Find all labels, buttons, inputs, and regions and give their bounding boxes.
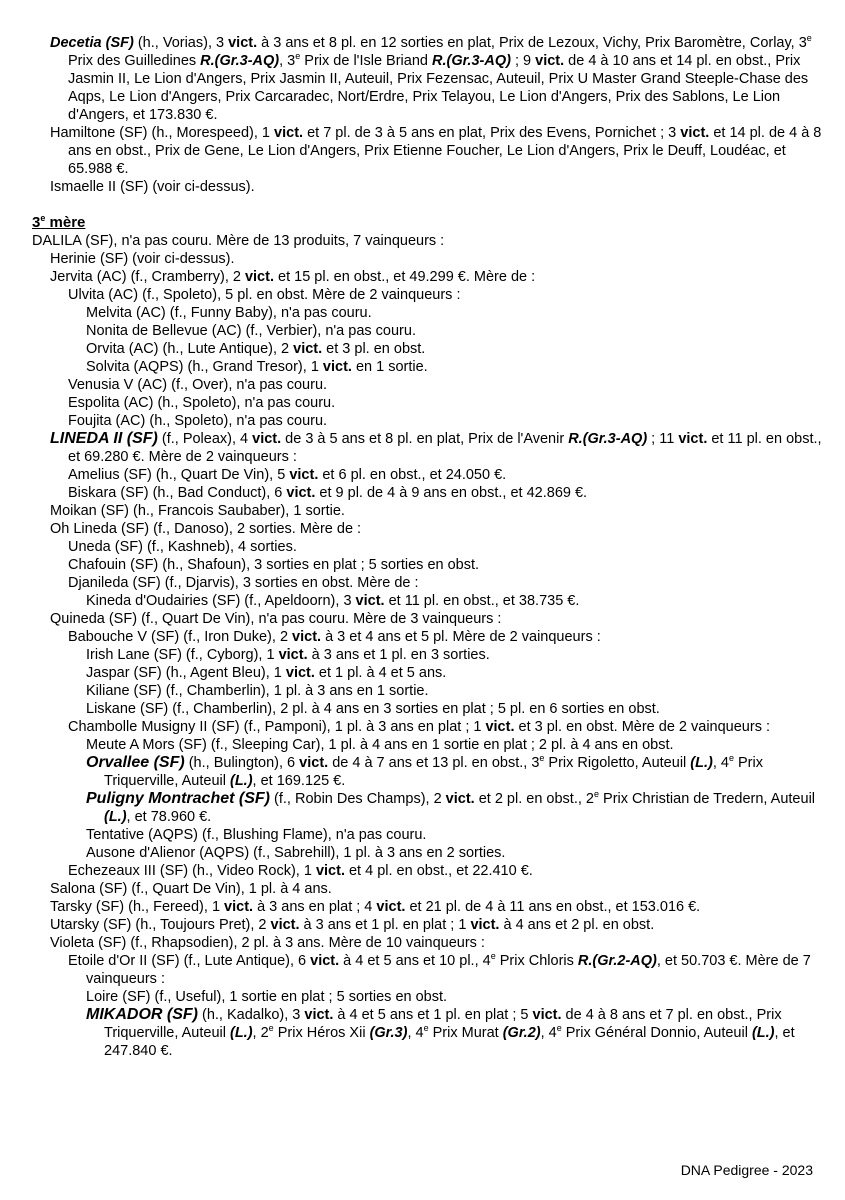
pedigree-entry <box>32 934 822 952</box>
entry-text: Prix Triquerville, Auteuil <box>104 755 763 789</box>
entry-text: Prix Chloris <box>495 953 578 969</box>
entry-text: de 3 à 5 ans et 8 pl. en plat, Prix de l'Avenir <box>281 431 569 447</box>
entry-text: e <box>806 33 812 44</box>
entry-text: Irish Lane (SF) (f., Cyborg), 1 <box>86 647 279 663</box>
pedigree-entry <box>32 376 822 394</box>
entry-text: Ulvita (AC) (f., Spoleto), 5 pl. en obst. Mère de 2 vainqueurs : <box>68 287 461 303</box>
entry-text: Oh Lineda (SF) (f., Danoso), 2 sorties. Mère de : <box>50 521 362 537</box>
victory-text: vict. <box>286 485 316 501</box>
victory-text: vict. <box>535 53 565 69</box>
pedigree-entry <box>32 754 822 790</box>
pedigree-entry <box>32 466 822 484</box>
victory-text: vict. <box>532 1007 562 1023</box>
pedigree-entry <box>32 232 822 250</box>
entry-text: de 4 à 8 ans et 7 pl. en obst., Prix Triquerville, Auteuil <box>104 1007 782 1041</box>
entry-text: Ismaelle II (SF) (voir ci-dessus). <box>50 179 255 195</box>
entry-text: , et 50.703 €. Mère de 7 vainqueurs : <box>86 953 811 987</box>
entry-text: et 9 pl. de 4 à 9 ans en obst., et 42.869 €. <box>315 485 588 501</box>
entry-text: Prix Murat <box>428 1025 503 1041</box>
entry-text: Orvita (AC) (h., Lute Antique), 2 <box>86 341 294 357</box>
entry-text: Jervita (AC) (f., Cramberry), 2 <box>50 269 245 285</box>
entry-text: Tentative (AQPS) (f., Blushing Flame), n'a pas couru. <box>86 827 427 843</box>
entry-text: ; 11 <box>647 431 679 447</box>
entry-text: et 3 pl. en obst. Mère de 2 vainqueurs : <box>514 719 770 735</box>
entry-text: Djanileda (SF) (f., Djarvis), 3 sorties en obst. Mère de : <box>68 575 419 591</box>
emphasis-text: (L.) <box>230 773 253 789</box>
pedigree-entry <box>32 484 822 502</box>
victory-text: vict. <box>470 917 500 933</box>
entry-text: Amelius (SF) (h., Quart De Vin), 5 <box>68 467 290 483</box>
pedigree-entry <box>32 862 822 880</box>
pedigree-entry <box>32 574 822 592</box>
entry-text: et 14 pl. de 4 à 8 ans en obst., Prix de Gene, Le Lion d'Angers, Prix Etienne Foucher, Le Lion d'Angers, Prix le Deuff, Loudéac, et 65.988 €. <box>68 125 822 177</box>
entry-text: Biskara (SF) (h., Bad Conduct), 6 <box>68 485 287 501</box>
entry-text: e <box>728 753 734 764</box>
pedigree-entry <box>32 898 822 916</box>
entry-text: Chambolle Musigny II (SF) (f., Pamponi), 1 pl. à 3 ans en plat ; 1 <box>68 719 486 735</box>
emphasis-text: R.(Gr.3-AQ) <box>431 53 511 69</box>
entry-text: à 4 et 5 ans et 1 pl. en plat ; 5 <box>333 1007 533 1023</box>
victory-text: vict. <box>376 899 406 915</box>
pedigree-entry <box>32 988 822 1006</box>
victory-text: vict. <box>224 899 254 915</box>
entry-text: Salona (SF) (f., Quart De Vin), 1 pl. à 4 ans. <box>50 881 332 897</box>
emphasis-text: (L.) <box>751 1025 775 1041</box>
entry-text: Nonita de Bellevue (AC) (f., Verbier), n'a pas couru. <box>86 323 416 339</box>
entry-text: Liskane (SF) (f., Chamberlin), 2 pl. à 4 ans en 3 sorties en plat ; 5 pl. en 6 sorties en obst. <box>86 701 660 717</box>
victory-text: vict. <box>445 791 475 807</box>
entry-text: à 3 ans et 1 pl. en 3 sorties. <box>307 647 490 663</box>
victory-text: vict. <box>244 269 274 285</box>
pedigree-entry <box>32 844 822 862</box>
pedigree-entry <box>32 358 822 376</box>
victory-text: vict. <box>678 431 708 447</box>
entry-text: , et 169.125 €. <box>252 773 346 789</box>
entry-text: (h., Bulington), 6 <box>184 755 300 771</box>
entry-text: et 3 pl. en obst. <box>322 341 426 357</box>
victory-text: vict. <box>299 755 329 771</box>
entry-text: Prix de l'Isle Briand <box>300 53 432 69</box>
entry-text: Meute A Mors (SF) (f., Sleeping Car), 1 pl. à 4 ans en 1 sortie en plat ; 2 pl. à 4 ans en obst. <box>86 737 674 753</box>
pedigree-entry <box>32 286 822 304</box>
pedigree-entry <box>32 610 822 628</box>
entry-text: à 4 ans et 2 pl. en obst. <box>499 917 655 933</box>
entry-text: Foujita (AC) (h., Spoleto), n'a pas couru. <box>68 413 328 429</box>
entry-text: (f., Poleax), 4 <box>157 431 253 447</box>
pedigree-entry <box>32 700 822 718</box>
entry-text: à 4 et 5 ans et 10 pl., 4 <box>339 953 491 969</box>
entry-text: ; 9 <box>510 53 536 69</box>
pedigree-entry <box>32 430 822 466</box>
section-title: 3e mère <box>32 213 86 231</box>
entry-text: Prix Rigoletto, Auteuil <box>544 755 691 771</box>
entry-text: Herinie (SF) (voir ci-dessus). <box>50 251 235 267</box>
entry-text: et 11 pl. en obst., et 69.280 €. Mère de 2 vainqueurs : <box>68 431 822 465</box>
victory-text: vict. <box>310 953 340 969</box>
entry-text: Hamiltone (SF) (h., Morespeed), 1 <box>50 125 275 141</box>
entry-text: Venusia V (AC) (f., Over), n'a pas couru. <box>68 377 328 393</box>
pedigree-entry <box>32 34 822 124</box>
pedigree-entry <box>32 646 822 664</box>
victory-text: vict. <box>355 593 385 609</box>
entry-text: Quineda (SF) (f., Quart De Vin), n'a pas couru. Mère de 3 vainqueurs : <box>50 611 502 627</box>
entry-text: , 3 <box>279 53 296 69</box>
entry-text: Violeta (SF) (f., Rhapsodien), 2 pl. à 3 ans. Mère de 10 vainqueurs : <box>50 935 485 951</box>
entry-text: e <box>268 1023 274 1034</box>
entry-text: e <box>539 753 545 764</box>
pedigree-document <box>32 34 822 1060</box>
pedigree-entry <box>32 250 822 268</box>
pedigree-entry <box>32 520 822 538</box>
victory-text: vict. <box>292 629 322 645</box>
entry-text: de 4 à 7 ans et 13 pl. en obst., 3 <box>328 755 540 771</box>
entry-text: Prix des Guilledines <box>68 53 201 69</box>
entry-text: Kiliane (SF) (f., Chamberlin), 1 pl. à 3 ans en 1 sortie. <box>86 683 429 699</box>
victory-text: vict. <box>322 359 352 375</box>
emphasis-text: (L.) <box>230 1025 253 1041</box>
pedigree-entry <box>32 340 822 358</box>
victory-text: vict. <box>485 719 515 735</box>
victory-text: vict. <box>680 125 710 141</box>
emphasis-text: (Gr.2) <box>502 1025 541 1041</box>
emphasis-text: (L.) <box>690 755 713 771</box>
pedigree-entry <box>32 124 822 178</box>
entry-text: e <box>490 951 496 962</box>
entry-text: DALILA (SF), n'a pas couru. Mère de 13 produits, 7 vainqueurs : <box>32 233 445 249</box>
entry-text: et 15 pl. en obst., et 49.299 €. Mère de : <box>273 269 536 285</box>
pedigree-entry <box>32 322 822 340</box>
pedigree-entry <box>32 1006 822 1060</box>
entry-text: à 3 ans et 1 pl. en plat ; 1 <box>299 917 471 933</box>
entry-text: (f., Robin Des Champs), 2 <box>270 791 446 807</box>
pedigree-entry <box>32 826 822 844</box>
entry-text: Echezeaux III (SF) (h., Video Rock), 1 <box>68 863 316 879</box>
entry-text: e <box>556 1023 562 1034</box>
pedigree-entry <box>32 880 822 898</box>
entry-text: et 1 pl. à 4 et 5 ans. <box>314 665 447 681</box>
entry-text: Etoile d'Or II (SF) (f., Lute Antique), 6 <box>68 953 311 969</box>
entry-text: Espolita (AC) (h., Spoleto), n'a pas couru. <box>68 395 336 411</box>
emphasis-text: Puligny Montrachet (SF) <box>86 790 270 807</box>
entry-text: , et 78.960 €. <box>126 809 212 825</box>
entry-text: Ausone d'Alienor (AQPS) (f., Sabrehill), 1 pl. à 3 ans en 2 sorties. <box>86 845 506 861</box>
entry-text: Kineda d'Oudairies (SF) (f., Apeldoorn), 3 <box>86 593 356 609</box>
emphasis-text: (L.) <box>104 809 127 825</box>
entry-text: Jaspar (SF) (h., Agent Bleu), 1 <box>86 665 286 681</box>
entry-text: Chafouin (SF) (h., Shafoun), 3 sorties en plat ; 5 sorties en obst. <box>68 557 480 573</box>
emphasis-text: LINEDA II (SF) <box>50 430 158 447</box>
entry-text: à 3 ans en plat ; 4 <box>253 899 377 915</box>
blank-line <box>32 196 822 214</box>
emphasis-text: Decetia (SF) <box>50 35 134 51</box>
entry-text: et 4 pl. en obst., et 22.410 €. <box>344 863 533 879</box>
entry-text: Melvita (AC) (f., Funny Baby), n'a pas couru. <box>86 305 372 321</box>
entry-text: Prix Christian de Tredern, Auteuil <box>599 791 816 807</box>
pedigree-entry <box>32 502 822 520</box>
emphasis-text: Orvallee (SF) <box>86 754 185 771</box>
emphasis-text: R.(Gr.2-AQ) <box>577 953 657 969</box>
victory-text: vict. <box>278 647 308 663</box>
pedigree-entry <box>32 628 822 646</box>
entry-text: Babouche V (SF) (f., Iron Duke), 2 <box>68 629 293 645</box>
pedigree-entry <box>32 538 822 556</box>
pedigree-entry <box>32 268 822 286</box>
pedigree-entry <box>32 736 822 754</box>
emphasis-text: (Gr.3) <box>369 1025 408 1041</box>
victory-text: vict. <box>304 1007 334 1023</box>
entry-text: et 21 pl. de 4 à 11 ans en obst., et 153.016 €. <box>405 899 701 915</box>
entry-text: , 4 <box>540 1025 557 1041</box>
pedigree-entry <box>32 682 822 700</box>
victory-text: vict. <box>228 35 258 51</box>
pedigree-entry <box>32 718 822 736</box>
entry-text: et 2 pl. en obst., 2 <box>474 791 594 807</box>
pedigree-entry <box>32 412 822 430</box>
pedigree-entry <box>32 556 822 574</box>
entry-text: , 2 <box>252 1025 269 1041</box>
pedigree-entry <box>32 916 822 934</box>
entry-text: à 3 ans et 8 pl. en 12 sorties en plat, Prix de Lezoux, Vichy, Prix Baromètre, Corlay, 3 <box>257 35 807 51</box>
pedigree-entry <box>32 952 822 988</box>
entry-text: et 6 pl. en obst., et 24.050 €. <box>318 467 507 483</box>
entry-text: Prix Général Donnio, Auteuil <box>561 1025 752 1041</box>
victory-text: vict. <box>285 665 315 681</box>
victory-text: vict. <box>315 863 345 879</box>
emphasis-text: MIKADOR (SF) <box>86 1006 198 1023</box>
entry-text: e <box>295 51 301 62</box>
emphasis-text: R.(Gr.3-AQ) <box>568 431 648 447</box>
entry-text: , 4 <box>712 755 729 771</box>
entry-text: (h., Vorias), 3 <box>133 35 229 51</box>
entry-text: (h., Kadalko), 3 <box>197 1007 305 1023</box>
victory-text: vict. <box>252 431 282 447</box>
pedigree-entry <box>32 592 822 610</box>
entry-text: Utarsky (SF) (h., Toujours Pret), 2 <box>50 917 271 933</box>
victory-text: vict. <box>289 467 319 483</box>
victory-text: vict. <box>274 125 304 141</box>
entry-text: et 7 pl. de 3 à 5 ans en plat, Prix des Evens, Pornichet ; 3 <box>303 125 681 141</box>
entry-text: Tarsky (SF) (h., Fereed), 1 <box>50 899 225 915</box>
entry-text: Prix Héros Xii <box>273 1025 370 1041</box>
entry-text: de 4 à 10 ans et 14 pl. en obst., Prix Jasmin II, Le Lion d'Angers, Prix Jasmin II, Auteuil, Prix Fezensac, Auteuil, Prix U Master Grand Steeple-Chase des Aqps, Le Lion d'Angers, Prix Carcaradec, Nort/Erdre, Prix Telayou, Le Lion d'Angers, Prix des Sablons, Le Lion d'Angers, et 173.830 €. <box>68 53 809 123</box>
pedigree-entry <box>32 664 822 682</box>
victory-text: vict. <box>293 341 323 357</box>
pedigree-entry <box>32 178 822 196</box>
entry-text: Moikan (SF) (h., Francois Saubaber), 1 sortie. <box>50 503 345 519</box>
victory-text: vict. <box>270 917 300 933</box>
entry-text: , et 247.840 €. <box>104 1025 795 1059</box>
entry-text: Uneda (SF) (f., Kashneb), 4 sorties. <box>68 539 297 555</box>
pedigree-entry <box>32 394 822 412</box>
entry-text: en 1 sortie. <box>351 359 428 375</box>
entry-text: Solvita (AQPS) (h., Grand Tresor), 1 <box>86 359 323 375</box>
entry-text: e <box>423 1023 429 1034</box>
pedigree-entry <box>32 304 822 322</box>
entry-text: , 4 <box>407 1025 424 1041</box>
emphasis-text: R.(Gr.3-AQ) <box>200 53 280 69</box>
entry-text: à 3 et 4 ans et 5 pl. Mère de 2 vainqueurs : <box>321 629 601 645</box>
footer-text: DNA Pedigree - 2023 <box>680 1162 813 1178</box>
entry-text: et 11 pl. en obst., et 38.735 €. <box>384 593 580 609</box>
entry-text: e <box>594 789 600 800</box>
pedigree-entry <box>32 790 822 826</box>
entry-text: Loire (SF) (f., Useful), 1 sortie en plat ; 5 sorties en obst. <box>86 989 448 1005</box>
